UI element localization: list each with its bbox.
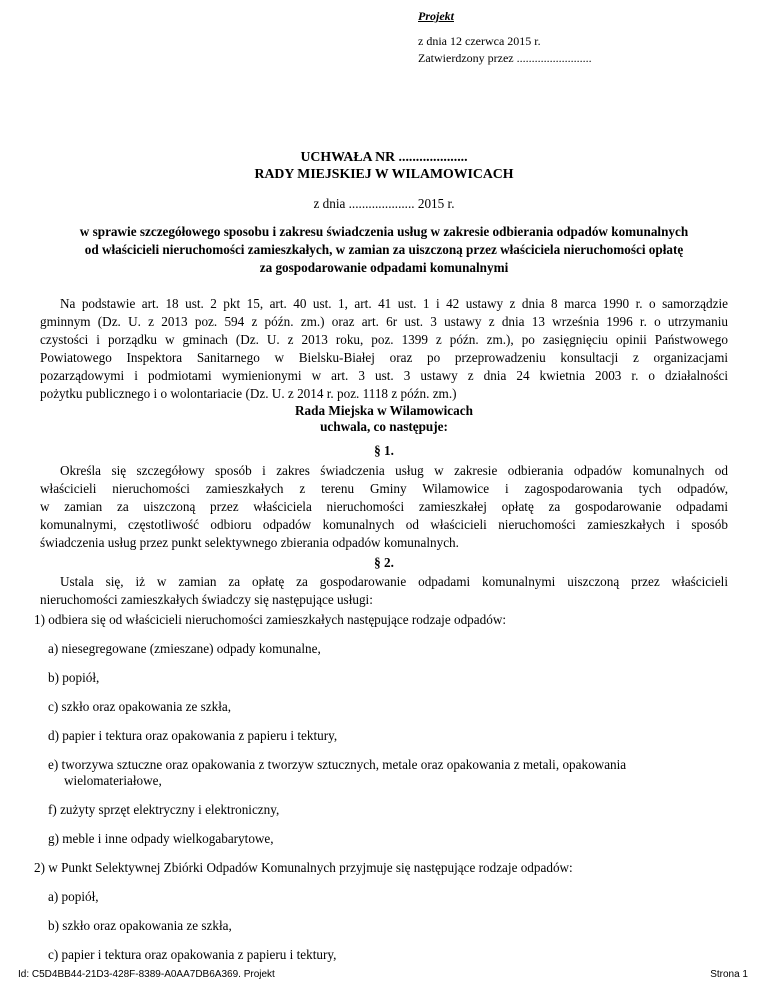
list-item-2a: a) popiół, [48, 889, 99, 904]
resolution-subject [40, 223, 728, 277]
preamble-line: Na podstawie art. 18 ust. 2 pkt 15, art. 40 ust. 1, art. 41 ust. 1 i 42 ustawy z dnia 8 marca 1990 r. o samorządzie [60, 296, 728, 311]
section-2-point-1: 1) odbiera się od właścicieli nieruchomości zamieszkałych następujące rodzaje odpadów: [34, 612, 507, 627]
council-name: RADY MIEJSKIEJ W WILAMOWICACH [254, 166, 514, 181]
page-number: Strona 1 [710, 969, 748, 980]
list-item-1g: g) meble i inne odpady wielkogabarytowe, [48, 831, 274, 846]
list-item-1c: c) szkło oraz opakowania ze szkła, [48, 699, 232, 714]
preamble [40, 295, 728, 403]
council-resolves-line1: Rada Miejska w Wilamowicach [295, 403, 473, 418]
list-item-2b: b) szkło oraz opakowania ze szkła, [48, 918, 232, 933]
preamble-line: pozarządowymi i podmiotami wymienionymi w art. 3 ust. 3 ustawy z dnia 24 kwietnia 2003 r. o działalności [40, 368, 728, 383]
project-label: Projekt [418, 9, 454, 23]
section-2-intro [40, 573, 728, 609]
preamble-line: czystości i porządku w gminach (Dz. U. z 2013 roku, poz. 1399 z późn. zm.), po zasięgnięciu opinii Państwowego [40, 332, 728, 347]
section-1-line: w zamian za uiszczoną przez właściciela nieruchomości zamieszkałej opłatę za gospodarowanie odpadami [40, 499, 728, 514]
preamble-line: gminnym (Dz. U. z 2013 poz. 594 z późn. zm.) oraz art. 6r ust. 3 ustawy z dnia 13 września 1996 r. o utrzymaniu [40, 314, 728, 329]
section-2-intro-line: Ustala się, iż w zamian za opłatę za gospodarowanie odpadami komunalnymi uiszczoną przez właścicieli [60, 574, 728, 589]
list-item-1e: e) tworzywa sztuczne oraz opakowania z tworzyw sztucznych, metale oraz opakowania z metali, opakowania [48, 757, 627, 772]
list-item-2c: c) papier i tektura oraz opakowania z papieru i tektury, [48, 947, 337, 962]
council-resolves-line2: uchwala, co następuje: [320, 419, 448, 434]
resolution-number: UCHWAŁA NR .................... [300, 149, 468, 164]
section-1-line: komunalnymi, częstotliwość odbioru odpadów komunalnych od właścicieli nieruchomości zamieszkałych i sposób [40, 517, 728, 532]
section-2-intro-line: nieruchomości zamieszkałych świadczy się następujące usługi: [40, 592, 373, 607]
subject-line: od właścicieli nieruchomości zamieszkałych, w zamian za uiszczoną przez właściciela nieruchomości opłatę [84, 242, 684, 257]
preamble-line: pożytku publicznego i o wolontariacie (Dz. U. z 2014 r. poz. 1118 z późn. zm.) [40, 386, 457, 401]
section-1-heading: § 1. [374, 443, 394, 458]
subject-line: w sprawie szczegółowego sposobu i zakresu świadczenia usług w zakresie odbierania odpadów komunalnych [79, 224, 689, 239]
resolution-date: z dnia .................... 2015 r. [313, 196, 455, 211]
section-1-line: świadczenia usług przez punkt selektywnego zbierania odpadów komunalnych. [40, 535, 459, 550]
list-item-1e-continued: wielomateriałowe, [64, 773, 162, 788]
section-1-line: właścicieli nieruchomości zamieszkałych z terenu Gminy Wilamowice i zagospodarowania tych odpadów, [40, 481, 728, 496]
section-1-line: Określa się szczegółowy sposób i zakres świadczenia usług w zakresie odbierania odpadów komunalnych od [60, 463, 728, 478]
list-item-1b: b) popiół, [48, 670, 100, 685]
section-2-point-2: 2) w Punkt Selektywnej Zbiórki Odpadów Komunalnych przyjmuje się następujące rodzaje odpadów: [34, 860, 573, 875]
section-1-body [40, 462, 728, 552]
list-item-1f: f) zużyty sprzęt elektryczny i elektroniczny, [48, 802, 280, 817]
list-item-1a: a) niesegregowane (zmieszane) odpady komunalne, [48, 641, 321, 656]
subject-line: za gospodarowanie odpadami komunalnymi [259, 260, 509, 275]
list-item-1d: d) papier i tektura oraz opakowania z papieru i tektury, [48, 728, 338, 743]
section-2-heading: § 2. [374, 555, 394, 570]
document-id: Id: C5D4BB44-21D3-428F-8389-A0AA7DB6A369. Projekt [18, 969, 275, 980]
preamble-line: Powiatowego Inspektora Sanitarnego w Bielsku-Białej oraz po przeprowadzeniu konsultacji z organizacjami [40, 350, 728, 365]
project-date: z dnia 12 czerwca 2015 r. [418, 34, 541, 48]
approved-by: Zatwierdzony przez ......................... [418, 51, 592, 65]
